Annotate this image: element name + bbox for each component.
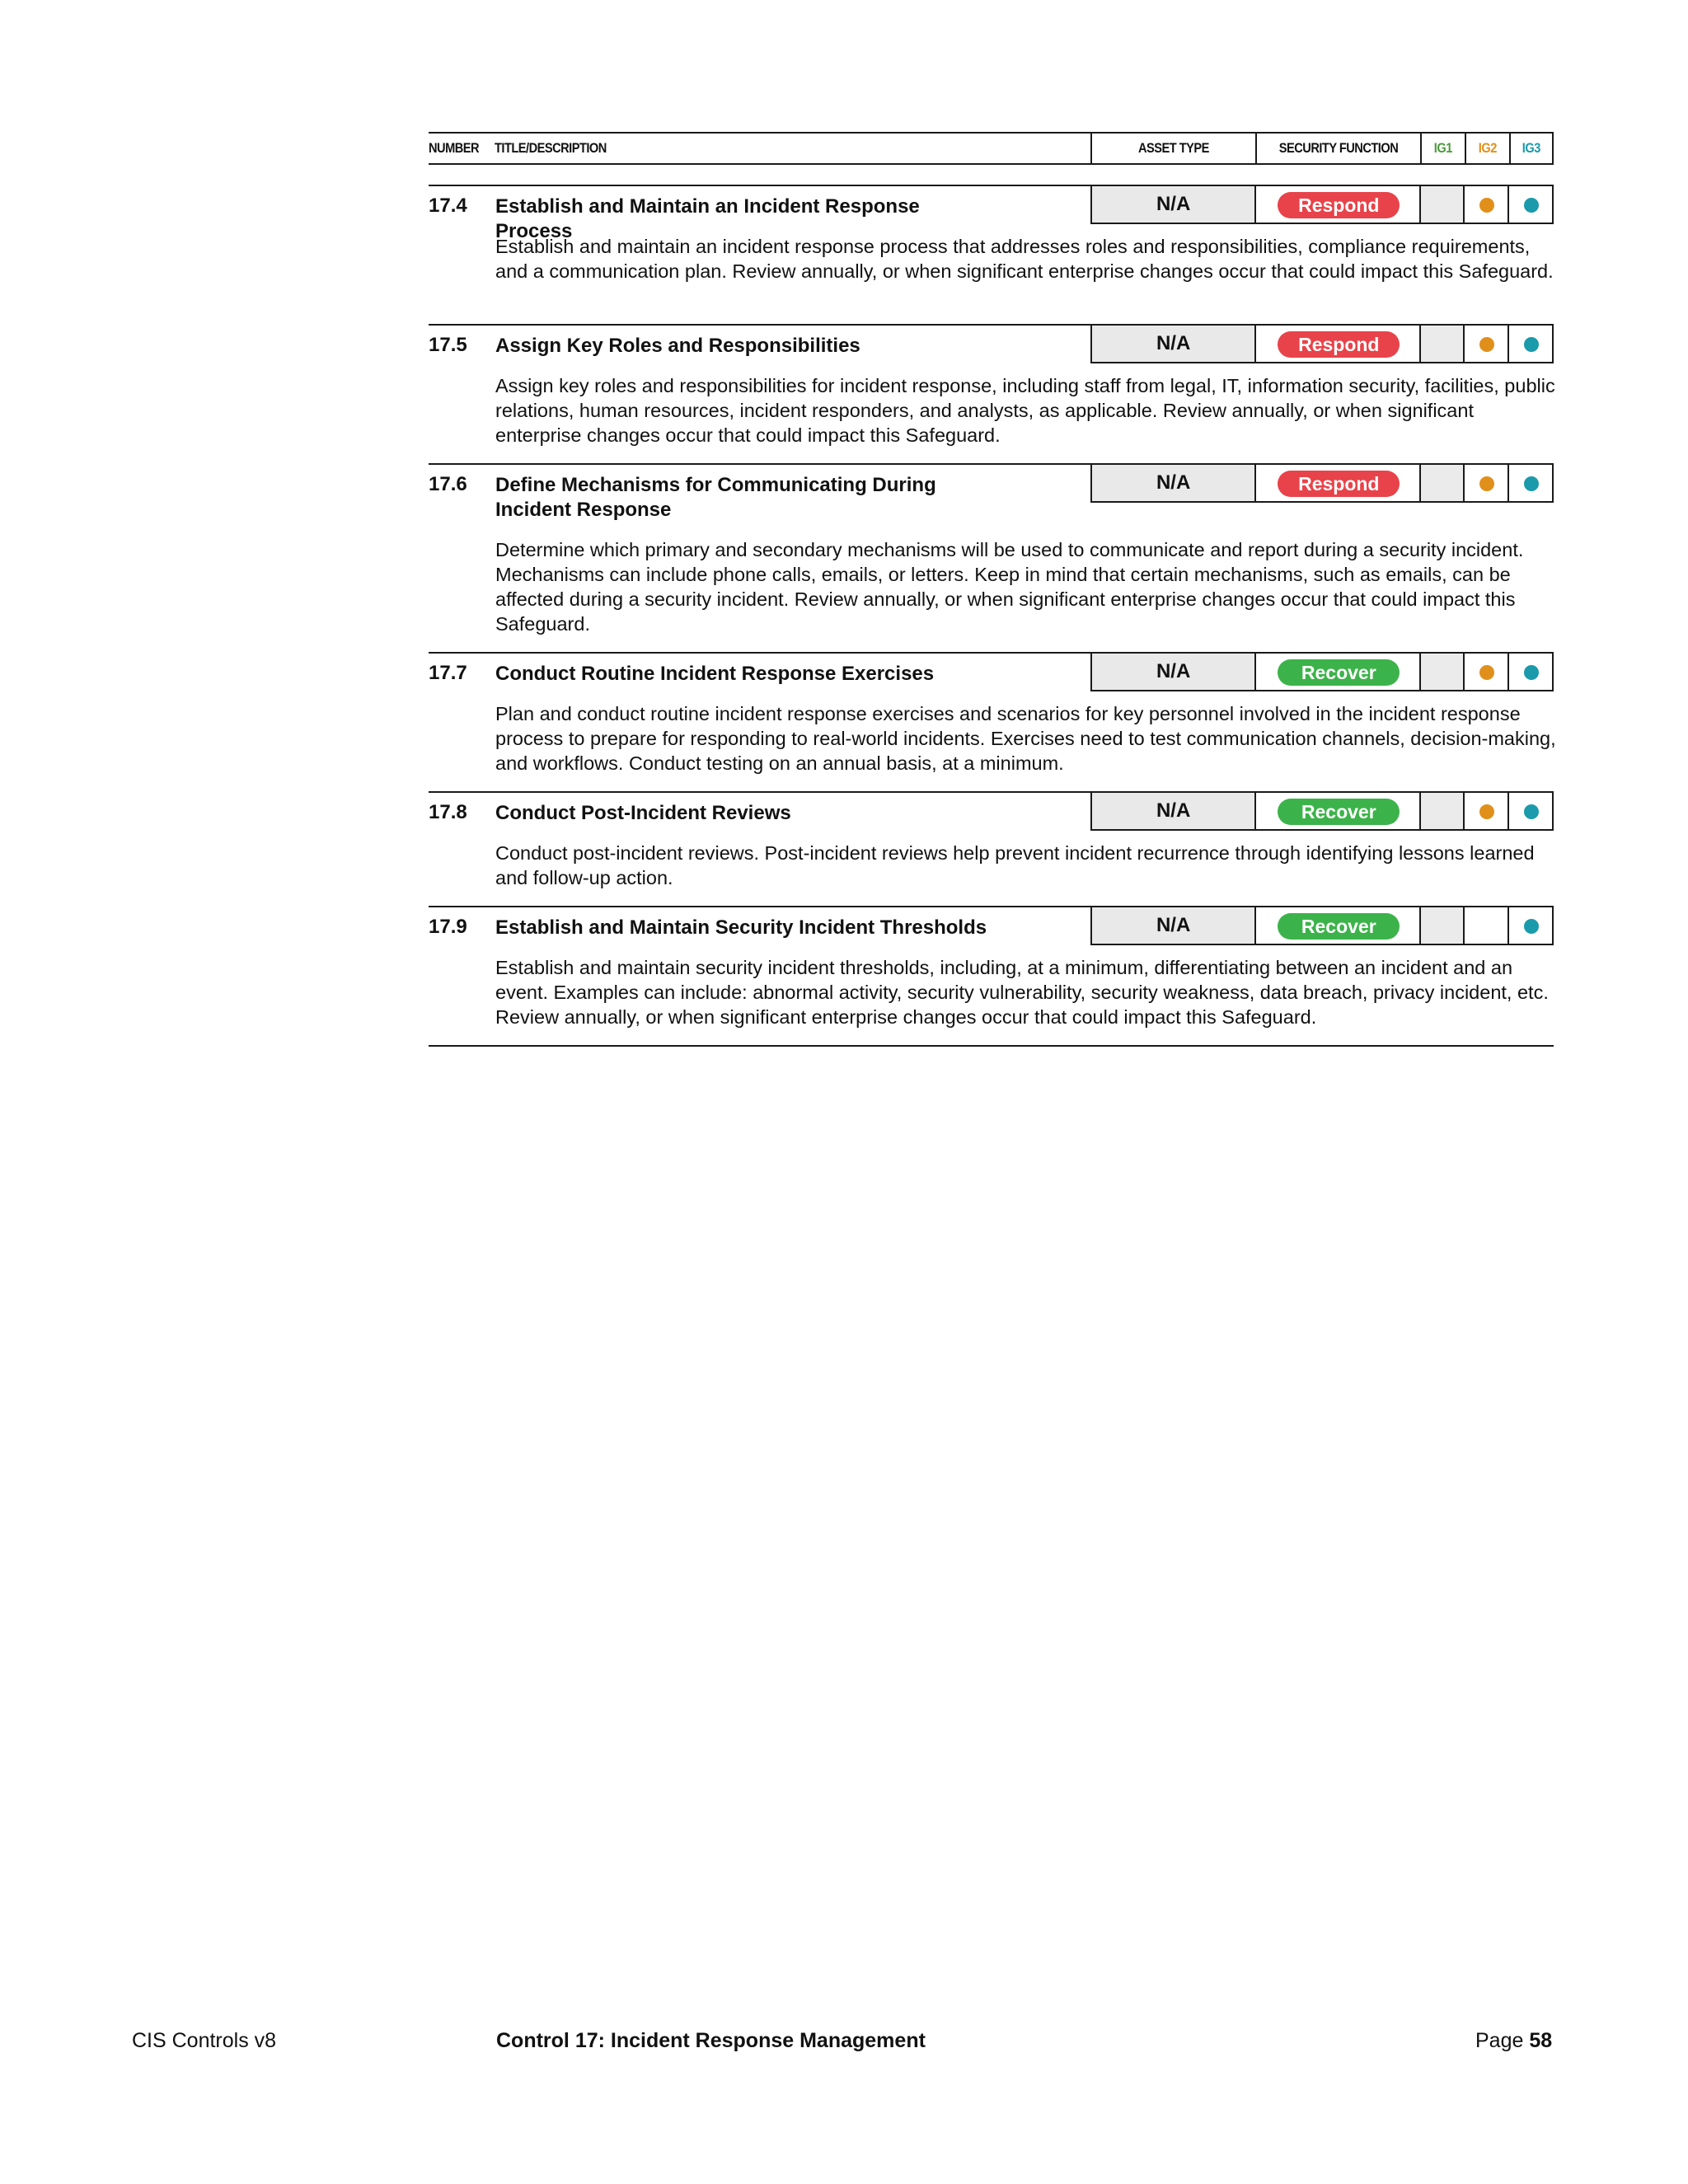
security-function-cell <box>1254 793 1418 829</box>
table-header <box>429 132 1554 165</box>
safeguard-number: 17.5 <box>429 334 467 356</box>
ig3-cell <box>1507 465 1552 501</box>
header-ig2 <box>1465 134 1509 163</box>
safeguard-attributes <box>1090 326 1554 363</box>
safeguard-title: Conduct Routine Incident Response Exercises <box>495 663 935 685</box>
ig2-dot-icon <box>1479 476 1494 491</box>
safeguard-attributes <box>1090 793 1554 831</box>
table-row <box>429 652 1554 790</box>
asset-type-cell: N/A <box>1092 465 1254 501</box>
ig2-dot-icon <box>1479 804 1494 819</box>
safeguard-attributes <box>1090 907 1554 945</box>
ig3-dot-icon <box>1524 337 1539 352</box>
table-bottom-rule <box>429 1045 1554 1047</box>
footer-document-title: CIS Controls v8 <box>132 2029 277 2052</box>
table-row <box>429 185 1554 323</box>
header-ig3-label: IG3 <box>1522 140 1541 156</box>
security-function-cell <box>1254 326 1418 362</box>
ig2-dot-icon <box>1479 198 1494 213</box>
safeguard-number: 17.8 <box>429 801 467 823</box>
safeguard-description: Conduct post-incident reviews. Post-incident reviews help prevent incident recurrence through identifying lessons learned and follow-up action. <box>495 842 1535 888</box>
asset-type-cell: N/A <box>1092 654 1254 690</box>
ig3-dot-icon <box>1524 665 1539 680</box>
table-row <box>429 906 1554 1044</box>
ig3-dot-icon <box>1524 476 1539 491</box>
security-function-cell <box>1254 465 1418 501</box>
header-ig2-label: IG2 <box>1478 140 1498 156</box>
header-title: TITLE/DESCRIPTION <box>495 140 607 156</box>
safeguard-description: Establish and maintain security incident thresholds, including, at a minimum, differentiating between an incident and an event. Examples can include: abnormal activity, security vulnerability, security weakness, data breach, privacy incident, etc. Review annually, or when significant enterprise changes occur that could impact this Safeguard. <box>495 957 1549 1028</box>
ig2-dot-icon <box>1479 665 1494 680</box>
security-function-badge: Recover <box>1278 659 1400 686</box>
ig3-cell <box>1507 793 1552 829</box>
safeguard-attributes <box>1090 465 1554 503</box>
header-asset-type <box>1090 134 1255 163</box>
safeguard-title: Conduct Post-Incident Reviews <box>495 802 791 824</box>
footer-page-number: 58 <box>1529 2029 1553 2052</box>
header-security-function <box>1255 134 1420 163</box>
security-function-badge: Recover <box>1278 799 1400 825</box>
safeguard-title: Establish and Maintain an Incident Response Process <box>495 195 920 242</box>
ig3-cell <box>1507 907 1552 944</box>
ig2-cell <box>1463 465 1507 501</box>
safeguard-attributes <box>1090 654 1554 691</box>
header-ig3 <box>1509 134 1554 163</box>
ig3-cell <box>1507 326 1552 362</box>
safeguard-attributes <box>1090 186 1554 224</box>
security-function-badge: Respond <box>1278 471 1400 497</box>
table-row <box>429 791 1554 905</box>
ig1-cell <box>1419 654 1464 690</box>
safeguard-title: Establish and Maintain Security Incident Thresholds <box>495 916 987 939</box>
security-function-cell <box>1254 907 1418 944</box>
ig2-cell <box>1463 186 1507 223</box>
asset-type-cell: N/A <box>1092 186 1254 223</box>
security-function-badge: Respond <box>1278 331 1400 358</box>
ig2-cell <box>1463 907 1507 944</box>
ig3-cell <box>1507 654 1552 690</box>
security-function-cell <box>1254 186 1418 223</box>
safeguard-title: Assign Key Roles and Responsibilities <box>495 335 860 357</box>
ig1-cell <box>1419 793 1464 829</box>
header-ig1 <box>1420 134 1465 163</box>
ig1-cell <box>1419 326 1464 362</box>
footer-control-title: Control 17: Incident Response Management <box>496 2029 926 2052</box>
safeguard-title: Define Mechanisms for Communicating During Incident Response <box>495 474 936 521</box>
security-function-badge: Respond <box>1278 192 1400 218</box>
ig1-cell <box>1419 465 1464 501</box>
safeguard-description: Determine which primary and secondary mechanisms will be used to communicate and report during a security incident. Mechanisms can include phone calls, emails, or letters. Keep in mind that certain mechanisms, such as emails, can be affected during a security incident. Review annually, or when significant enterprise changes occur that could impact this Safeguard. <box>495 539 1524 635</box>
header-ig1-label: IG1 <box>1433 140 1453 156</box>
table-row <box>429 463 1554 652</box>
ig3-cell <box>1507 186 1552 223</box>
safeguard-description: Assign key roles and responsibilities for incident response, including staff from legal, IT, information security, facilities, public relations, human resources, incident responders, and analysts, as applicable. Review annually, or when significant enterprise changes occur that could impact this Safeguard. <box>495 375 1555 446</box>
safeguard-number: 17.7 <box>429 662 467 684</box>
footer-page <box>1475 2029 1552 2053</box>
security-function-badge: Recover <box>1278 913 1400 940</box>
asset-type-cell: N/A <box>1092 326 1254 362</box>
header-security-function-label: SECURITY FUNCTION <box>1278 140 1399 156</box>
header-asset-type-label: ASSET TYPE <box>1138 140 1209 156</box>
safeguard-number: 17.9 <box>429 916 467 938</box>
asset-type-cell: N/A <box>1092 907 1254 944</box>
safeguard-number: 17.6 <box>429 473 467 495</box>
ig1-cell <box>1419 907 1464 944</box>
asset-type-cell: N/A <box>1092 793 1254 829</box>
safeguard-description: Establish and maintain an incident response process that addresses roles and responsibilities, compliance requirements, and a communication plan. Review annually, or when significant enterprise changes occur that could impact this Safeguard. <box>495 236 1554 282</box>
ig2-cell <box>1463 793 1507 829</box>
ig2-dot-icon <box>1479 337 1494 352</box>
ig1-cell <box>1419 186 1464 223</box>
ig2-cell <box>1463 326 1507 362</box>
ig2-cell <box>1463 654 1507 690</box>
security-function-cell <box>1254 654 1418 690</box>
safeguard-number: 17.4 <box>429 194 467 217</box>
header-number: NUMBER <box>429 140 480 156</box>
safeguards-table <box>429 132 1556 1028</box>
ig3-dot-icon <box>1524 919 1539 934</box>
ig3-dot-icon <box>1524 198 1539 213</box>
safeguard-description: Plan and conduct routine incident response exercises and scenarios for key personnel involved in the incident response process to prepare for responding to real-world incidents. Exercises need to test communication channels, decision-making, and workflows. Conduct testing on an annual basis, at a minimum. <box>495 703 1556 774</box>
ig3-dot-icon <box>1524 804 1539 819</box>
footer-page-label: Page <box>1475 2029 1524 2052</box>
table-row <box>429 324 1554 462</box>
